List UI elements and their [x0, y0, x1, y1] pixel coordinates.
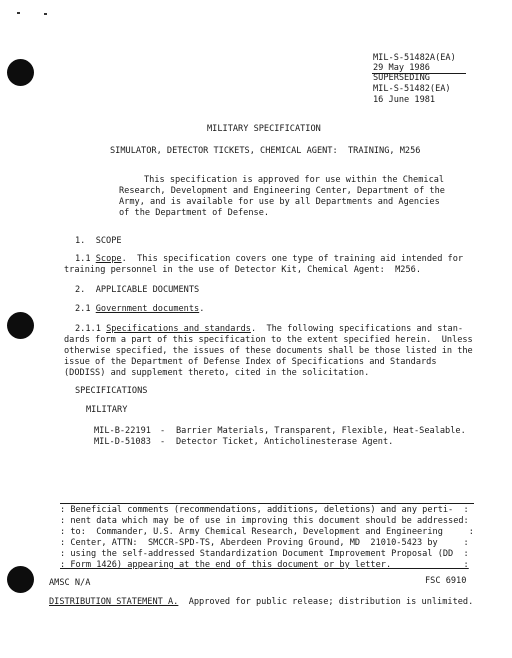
- approval-line: Army, and is available for use by all Departments and Agencies: [119, 197, 440, 207]
- fsc-label: FSC 6910: [425, 576, 467, 586]
- comments-line: : Beneficial comments (recommendations, additions, deletions) and any perti- :: [60, 505, 469, 515]
- specifications-label: SPECIFICATIONS: [75, 386, 148, 396]
- superseded-date: 16 June 1981: [373, 95, 436, 105]
- gov-docs-title: Government documents: [95, 304, 200, 314]
- punch-hole-top: [7, 59, 34, 86]
- spec-standards-line: (DODISS) and supplement thereto, cited in the solicitation.: [64, 368, 370, 378]
- spec-standards-line: dards form a part of this specification to the extent specified herein. Unless: [64, 335, 473, 345]
- section-heading-applicable-documents: 2. APPLICABLE DOCUMENTS: [75, 285, 200, 295]
- distribution-statement: [49, 597, 473, 609]
- spec-standards-line: otherwise specified, the issues of these documents shall be those listed in the: [64, 346, 473, 356]
- scan-mark: [17, 12, 20, 14]
- comments-line: : Form 1426) appearing at the end of this document or by letter. :: [60, 560, 469, 570]
- spec-dash: -: [160, 426, 166, 436]
- spec-standards-line: issue of the Department of Defense Index of Specifications and Standards: [64, 357, 437, 367]
- comments-box-top-rule: [60, 503, 474, 504]
- scan-mark: [44, 13, 47, 15]
- comments-line: : nent data which may be of use in improving this document should be addressed:: [60, 516, 469, 526]
- doc-title: MILITARY SPECIFICATION: [207, 124, 321, 134]
- punch-hole-bottom: [7, 566, 34, 593]
- punch-hole-middle: [7, 312, 34, 339]
- gov-docs-heading: [75, 304, 204, 316]
- distribution-label: DISTRIBUTION STATEMENT A.: [49, 597, 179, 607]
- comments-line: : using the self-addressed Standardization Document Improvement Proposal (DD :: [60, 549, 469, 559]
- scope-title: Scope: [95, 254, 122, 264]
- spec-standards-text: . The following specifications and stan-: [250, 324, 464, 334]
- doc-id: MIL-S-51482A(EA): [373, 53, 456, 63]
- scope-line-2: training personnel in the use of Detector Kit, Chemical Agent: M256.: [64, 265, 421, 275]
- spec-standards-title: Specifications and standards: [106, 324, 251, 334]
- approval-line: of the Department of Defense.: [119, 208, 270, 218]
- gov-docs-number: 2.1: [75, 304, 91, 314]
- spec-standards-number: 2.1.1: [75, 324, 101, 334]
- spec-id: MIL-B-22191: [94, 426, 151, 436]
- superseding-label: SUPERSEDING: [373, 73, 430, 83]
- spec-dash: -: [160, 437, 166, 447]
- superseded-id: MIL-S-51482(EA): [373, 84, 451, 94]
- scope-line-1: [75, 254, 463, 266]
- section-heading-scope: 1. SCOPE: [75, 236, 122, 246]
- gov-docs-period: .: [199, 304, 205, 314]
- scope-text: . This specification covers one type of training aid intended for: [121, 254, 464, 264]
- distribution-text: Approved for public release; distribution is unlimited.: [178, 597, 474, 607]
- doc-date: 29 May 1986: [373, 63, 430, 73]
- amsc-label: AMSC N/A: [49, 578, 91, 588]
- approval-line: Research, Development and Engineering Center, Department of the: [119, 186, 445, 196]
- comments-line: : Center, ATTN: SMCCR-SPD-TS, Aberdeen Proving Ground, MD 21010-5423 by :: [60, 538, 469, 548]
- doc-subtitle: SIMULATOR, DETECTOR TICKETS, CHEMICAL AGENT: TRAINING, M256: [110, 146, 421, 156]
- spec-id: MIL-D-51083: [94, 437, 151, 447]
- spec-desc: Barrier Materials, Transparent, Flexible, Heat-Sealable.: [176, 426, 466, 436]
- scope-number: 1.1: [75, 254, 91, 264]
- spec-desc: Detector Ticket, Anticholinesterase Agent.: [176, 437, 394, 447]
- approval-line: This specification is approved for use within the Chemical: [144, 175, 445, 185]
- comments-line: : to: Commander, U.S. Army Chemical Research, Development and Engineering :: [60, 527, 474, 537]
- military-label: MILITARY: [86, 405, 128, 415]
- spec-standards-line: [75, 324, 463, 336]
